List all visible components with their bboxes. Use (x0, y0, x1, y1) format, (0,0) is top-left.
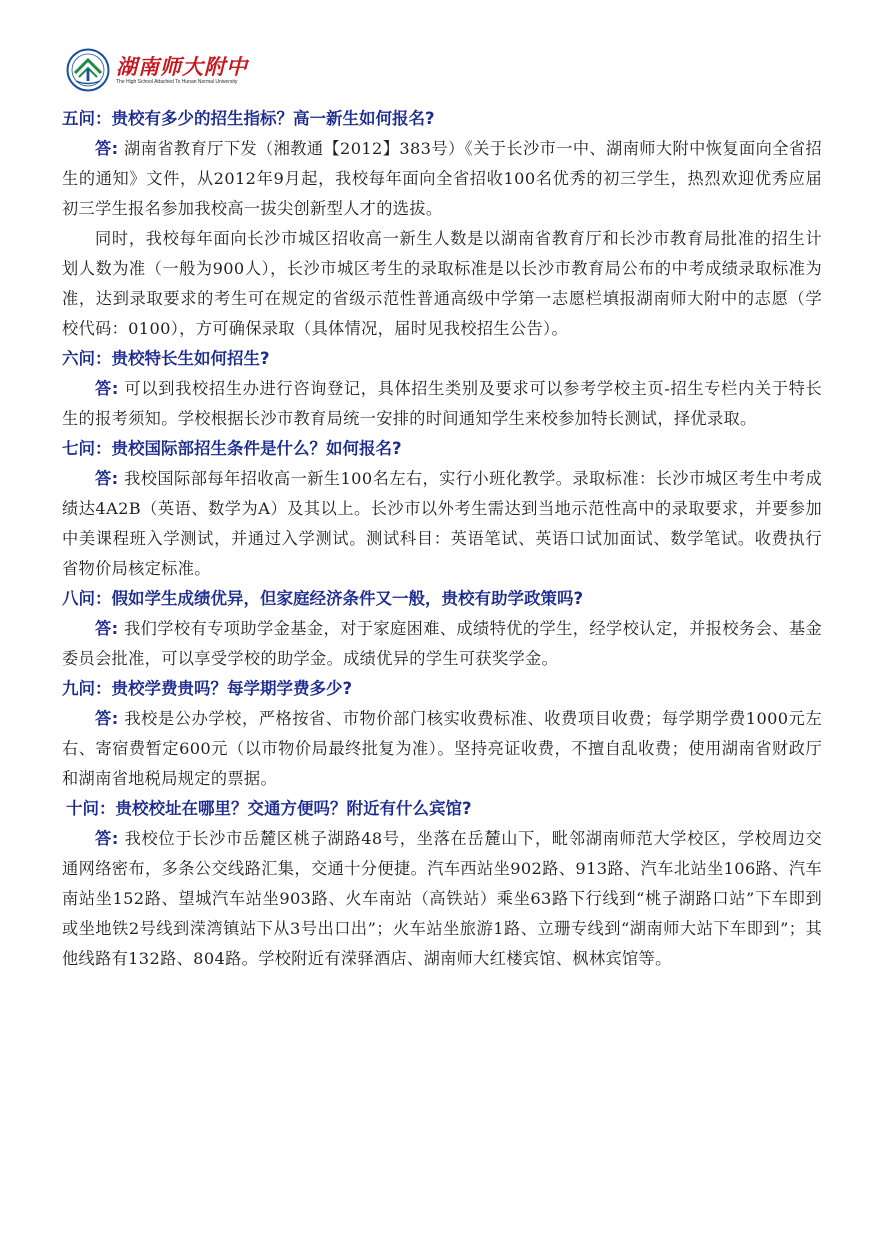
faq-item-6 (62, 344, 822, 434)
answer-10-paragraph-1 (62, 824, 822, 974)
answer-text: 同时，我校每年面向长沙市城区招收高一新生人数是以湖南省教育厅和长沙市教育局批准的招生计划人数为准（一般为900人），长沙市城区考生的录取标准是以长沙市教育局公布的中考成绩录取标准为准，达到录取要求的考生可在规定的省级示范性普通高级中学第一志愿栏填报湖南师大附中的志愿（学校代码：0100），方可确保录取（具体情况，届时见我校招生公告）。 (62, 229, 822, 338)
answer-text: 湖南省教育厅下发（湘教通【2012】383号）《关于长沙市一中、湖南师大附中恢复面向全省招生的通知》文件，从2012年9月起，我校每年面向全省招收100名优秀的初三学生，热烈欢迎优秀应届初三学生报名参加我校高一拔尖创新型人才的选拔。 (62, 139, 822, 218)
answer-5-paragraph-2 (62, 224, 822, 344)
school-subtitle: The High School Attached To Hunan Normal University (116, 78, 238, 85)
faq-item-10 (62, 794, 822, 974)
answer-7-paragraph-1 (62, 464, 822, 584)
question-6: 六问：贵校特长生如何招生? (62, 349, 270, 368)
school-emblem-icon (66, 48, 110, 92)
answer-text: 我校是公办学校，严格按省、市物价部门核实收费标准、收费项目收费；每学期学费1000元左右、寄宿费暂定600元（以市物价局最终批复为准）。坚持亮证收费，不擅自乱收费；使用湖南省财政厅和湖南省地税局规定的票据。 (62, 709, 822, 788)
answer-text: 我校位于长沙市岳麓区桃子湖路48号，坐落在岳麓山下，毗邻湖南师范大学校区，学校周边交通网络密布，多条公交线路汇集，交通十分便捷。汽车西站坐902路、913路、汽车北站坐106路、汽车南站坐152路、望城汽车站坐903路、火车南站（高铁站）乘坐63路下行线到“桃子湖路口站”下车即到或坐地铁2号线到溁湾镇站下从3号出口出”；火车站坐旅游1路、立珊专线到“湖南师大站下车即到”；其他线路有132路、804路。学校附近有溁驿酒店、湖南师大红楼宾馆、枫林宾馆等。 (62, 829, 823, 968)
page-header (66, 48, 248, 92)
question-9: 九问：贵校学费贵吗？每学期学费多少? (62, 679, 353, 698)
answer-label: 答: (95, 829, 119, 848)
faq-content (62, 104, 822, 974)
faq-item-7 (62, 434, 822, 584)
faq-item-5 (62, 104, 822, 344)
answer-text: 可以到我校招生办进行咨询登记，具体招生类别及要求可以参考学校主页-招生专栏内关于特长生的报考须知。学校根据长沙市教育局统一安排的时间通知学生来校参加特长测试，择优录取。 (62, 379, 822, 428)
answer-label: 答: (95, 379, 119, 398)
answer-label: 答: (95, 709, 119, 728)
answer-9-paragraph-1 (62, 704, 822, 794)
faq-item-8 (62, 584, 822, 674)
question-8: 八问：假如学生成绩优异，但家庭经济条件又一般，贵校有助学政策吗? (62, 589, 584, 608)
school-name: 湖南师大附中 (116, 53, 248, 79)
answer-6-paragraph-1 (62, 374, 822, 434)
answer-5-paragraph-1 (62, 134, 822, 224)
school-logo-text (116, 55, 248, 86)
answer-8-paragraph-1 (62, 614, 822, 674)
answer-text: 我校国际部每年招收高一新生100名左右，实行小班化教学。录取标准：长沙市城区考生中考成绩达4A2B（英语、数学为A）及其以上。长沙市以外考生需达到当地示范性高中的录取要求，并要参加中美课程班入学测试，并通过入学测试。测试科目：英语笔试、英语口试加面试、数学笔试。收费执行省物价局核定标准。 (62, 469, 822, 578)
question-10: 十问：贵校校址在哪里？交通方便吗？附近有什么宾馆? (66, 799, 472, 818)
faq-item-9 (62, 674, 822, 794)
answer-label: 答: (95, 619, 119, 638)
answer-label: 答: (95, 469, 119, 488)
question-5: 五问：贵校有多少的招生指标？高一新生如何报名? (62, 109, 435, 128)
answer-label: 答: (95, 139, 119, 158)
question-7: 七问：贵校国际部招生条件是什么？如何报名? (62, 439, 402, 458)
answer-text: 我们学校有专项助学金基金，对于家庭困难、成绩特优的学生，经学校认定，并报校务会、基金委员会批准，可以享受学校的助学金。成绩优异的学生可获奖学金。 (62, 619, 822, 668)
